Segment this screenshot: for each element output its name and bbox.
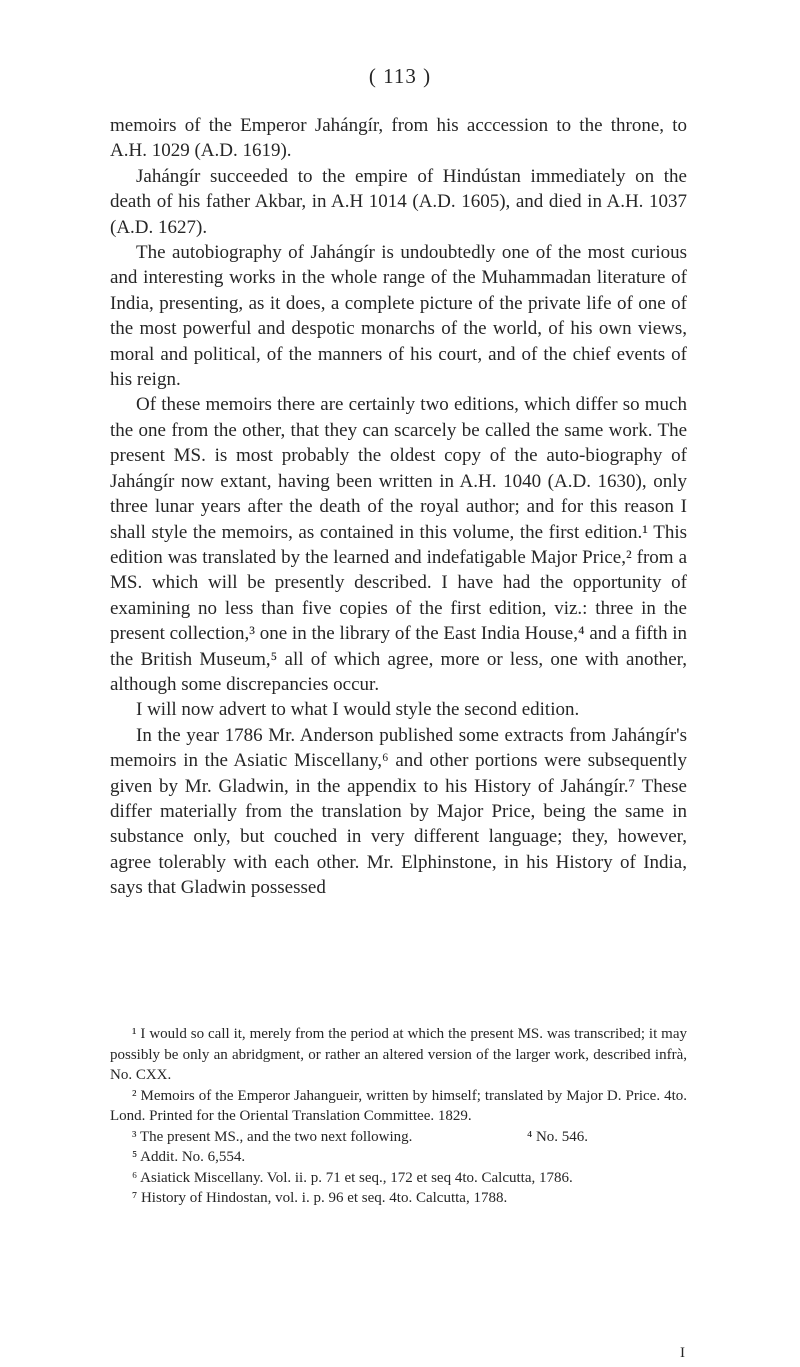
footnote-6: ⁶ Asiatick Miscellany. Vol. ii. p. 71 et seq., 172 et seq 4to. Calcutta, 1786. (132, 1169, 573, 1186)
footnote-7: ⁷ History of Hindostan, vol. i. p. 96 et seq. 4to. Calcutta, 1788. (132, 1190, 508, 1206)
footnote-5: ⁵ Addit. No. 6,554. (132, 1149, 246, 1165)
paragraph-continuation: memoirs of the Emperor Jahángír, from his acccession to the throne, to A.H. 1029 (A.D. 1619). (110, 115, 687, 162)
page-number: ( 113 ) (368, 64, 432, 88)
footnote-3: ³ The present MS., and the two next following. (132, 1128, 413, 1145)
paragraph-second-edition: I will now advert to what I would style the second edition. (136, 699, 580, 721)
footnote-2: ² Memoirs of the Emperor Jahangueir, written by himself; translated by Major D. Price. 4to. Lond. Printed for the Oriental Translation Committee. 1829. (110, 1087, 687, 1124)
body-text (110, 113, 687, 901)
footnote-1: ¹ I would so call it, merely from the period at which the present MS. was transcribed; it may possibly be only an abridgment, or rather an altered version of the larger work, described infrà, No. CXX. (110, 1026, 687, 1083)
paragraph-succession: Jahángír succeeded to the empire of Hindústan immediately on the death of his father Akbar, in A.H 1014 (A.D. 1605), and died in A.H. 1037 (A.D. 1627). (110, 165, 687, 238)
signature-mark: I (680, 1345, 685, 1361)
footnote-4: ⁴ No. 546. (527, 1128, 589, 1145)
paragraph-editions: Of these memoirs there are certainly two editions, which differ so much the one from the other, that they can scarcely be called the same work. The present MS. is most probably the oldest copy of the auto-biography of Jahángír now extant, having been written in A.H. 1040 (A.D. 1630), only three lunar years after the death of the royal author; and for this reason I shall style the memoirs, as contained in this volume, the first edition.¹ This edition was translated by the learned and indefatigable Major Price,² from a MS. which will be presently described. I have had the opportunity of examining no less than five copies of the first edition, viz.: three in the present collection,³ one in the library of the East India House,⁴ and a fifth in the British Museum,⁵ all of which agree, more or less, one with another, although some discrepancies occur. (110, 394, 687, 695)
paragraph-autobiography: The autobiography of Jahángír is undoubtedly one of the most curious and interesting works in the whole range of the Muhammadan literature of India, presenting, as it does, a complete picture of the private life of one of the most powerful and despotic monarchs of the world, of his own views, moral and political, of the manners of his court, and of the chief events of his reign. (110, 242, 687, 391)
paragraph-anderson: In the year 1786 Mr. Anderson published some extracts from Jahángír's memoirs in the Asiatic Miscellany,⁶ and other portions were subsequently given by Mr. Gladwin, in the appendix to his History of Jahángír.⁷ These differ materially from the translation by Major Price, being the same in substance only, but couched in very different language; they, however, agree tolerably with each other. Mr. Elphinstone, in his History of India, says that Gladwin possessed (110, 724, 687, 899)
footnotes (110, 1024, 687, 1209)
footnote-row-3-4 (110, 1127, 687, 1148)
